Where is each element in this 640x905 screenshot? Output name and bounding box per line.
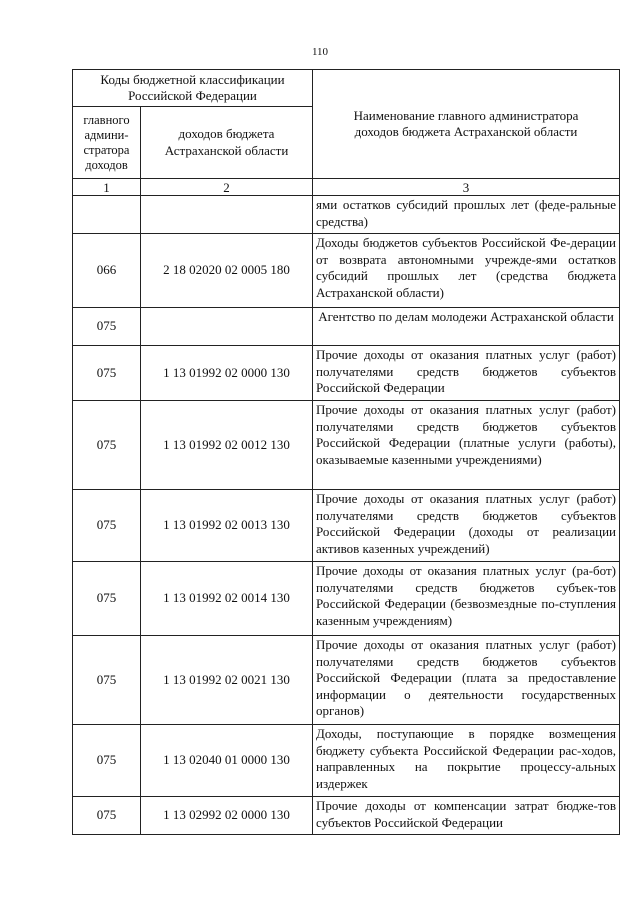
table-row: [73, 346, 620, 401]
header-group-title: Коды бюджетной классификации Российской Федерации: [73, 70, 313, 107]
admin-code: 075: [73, 725, 141, 797]
income-code: 1 13 01992 02 0013 130: [141, 490, 313, 562]
header-num-3: 3: [313, 179, 620, 196]
income-name: Прочие доходы от оказания платных услуг (работ) получателями средств бюджетов субъектов Российской Федерации (плата за предоставление информации о деятельности государственных органов): [313, 636, 620, 725]
income-name: Прочие доходы от оказания платных услуг (ра-бот) получателями средств бюджетов субъек-тов Российской Федерации (безвозмездные по-ступления казенным учреждениям): [313, 562, 620, 636]
income-code: 1 13 01992 02 0021 130: [141, 636, 313, 725]
income-name: ями остатков субсидий прошлых лет (феде-ральные средства): [313, 196, 620, 234]
income-name: Доходы, поступающие в порядке возмещения бюджету субъекта Российской Федерации рас-ходов, направленных на покрытие процессу-альных издержек: [313, 725, 620, 797]
table-row: [73, 490, 620, 562]
header-num-1: 1: [73, 179, 141, 196]
header-col2: доходов бюджета Астраханской области: [141, 107, 313, 179]
header-col3: Наименование главного администратора доходов бюджета Астраханской области: [313, 70, 620, 179]
table-row: [73, 196, 620, 234]
income-code: 1 13 01992 02 0014 130: [141, 562, 313, 636]
table-row: [73, 636, 620, 725]
admin-code: 075: [73, 308, 141, 346]
income-code: 1 13 02992 02 0000 130: [141, 797, 313, 835]
budget-codes-table: [72, 69, 620, 835]
income-code: [141, 308, 313, 346]
income-code: 1 13 01992 02 0012 130: [141, 401, 313, 490]
admin-code: [73, 196, 141, 234]
table-row: [73, 562, 620, 636]
admin-code: 075: [73, 401, 141, 490]
admin-code: 075: [73, 562, 141, 636]
income-name: Прочие доходы от оказания платных услуг (работ) получателями средств бюджетов субъектов Российской Федерации (платные услуги (работы), оказываемые казенными учреждениями): [313, 401, 620, 490]
income-code: 2 18 02020 02 0005 180: [141, 234, 313, 308]
admin-code: 075: [73, 797, 141, 835]
agency-title: Агентство по делам молодежи Астраханской области: [313, 308, 620, 346]
header-num-2: 2: [141, 179, 313, 196]
admin-code: 075: [73, 346, 141, 401]
admin-code: 075: [73, 490, 141, 562]
table-row: [73, 308, 620, 346]
admin-code: 066: [73, 234, 141, 308]
page-number: 110: [311, 46, 329, 58]
income-code: 1 13 02040 01 0000 130: [141, 725, 313, 797]
table-row: [73, 401, 620, 490]
income-name: Доходы бюджетов субъектов Российской Фе-дерации от возврата автономными учрежде-ями остатков субсидий прошлых лет (средства бюджета Астраханской области): [313, 234, 620, 308]
table-row: [73, 725, 620, 797]
income-code: 1 13 01992 02 0000 130: [141, 346, 313, 401]
header-col1: главного админи-стратора доходов: [73, 107, 141, 179]
income-code: [141, 196, 313, 234]
table-row: [73, 234, 620, 308]
income-name: Прочие доходы от компенсации затрат бюдже-тов субъектов Российской Федерации: [313, 797, 620, 835]
admin-code: 075: [73, 636, 141, 725]
income-name: Прочие доходы от оказания платных услуг (работ) получателями средств бюджетов субъектов Российской Федерации: [313, 346, 620, 401]
table-row: [73, 797, 620, 835]
income-name: Прочие доходы от оказания платных услуг (работ) получателями средств бюджетов субъектов Российской Федерации (доходы от реализации активов казенных учреждений): [313, 490, 620, 562]
